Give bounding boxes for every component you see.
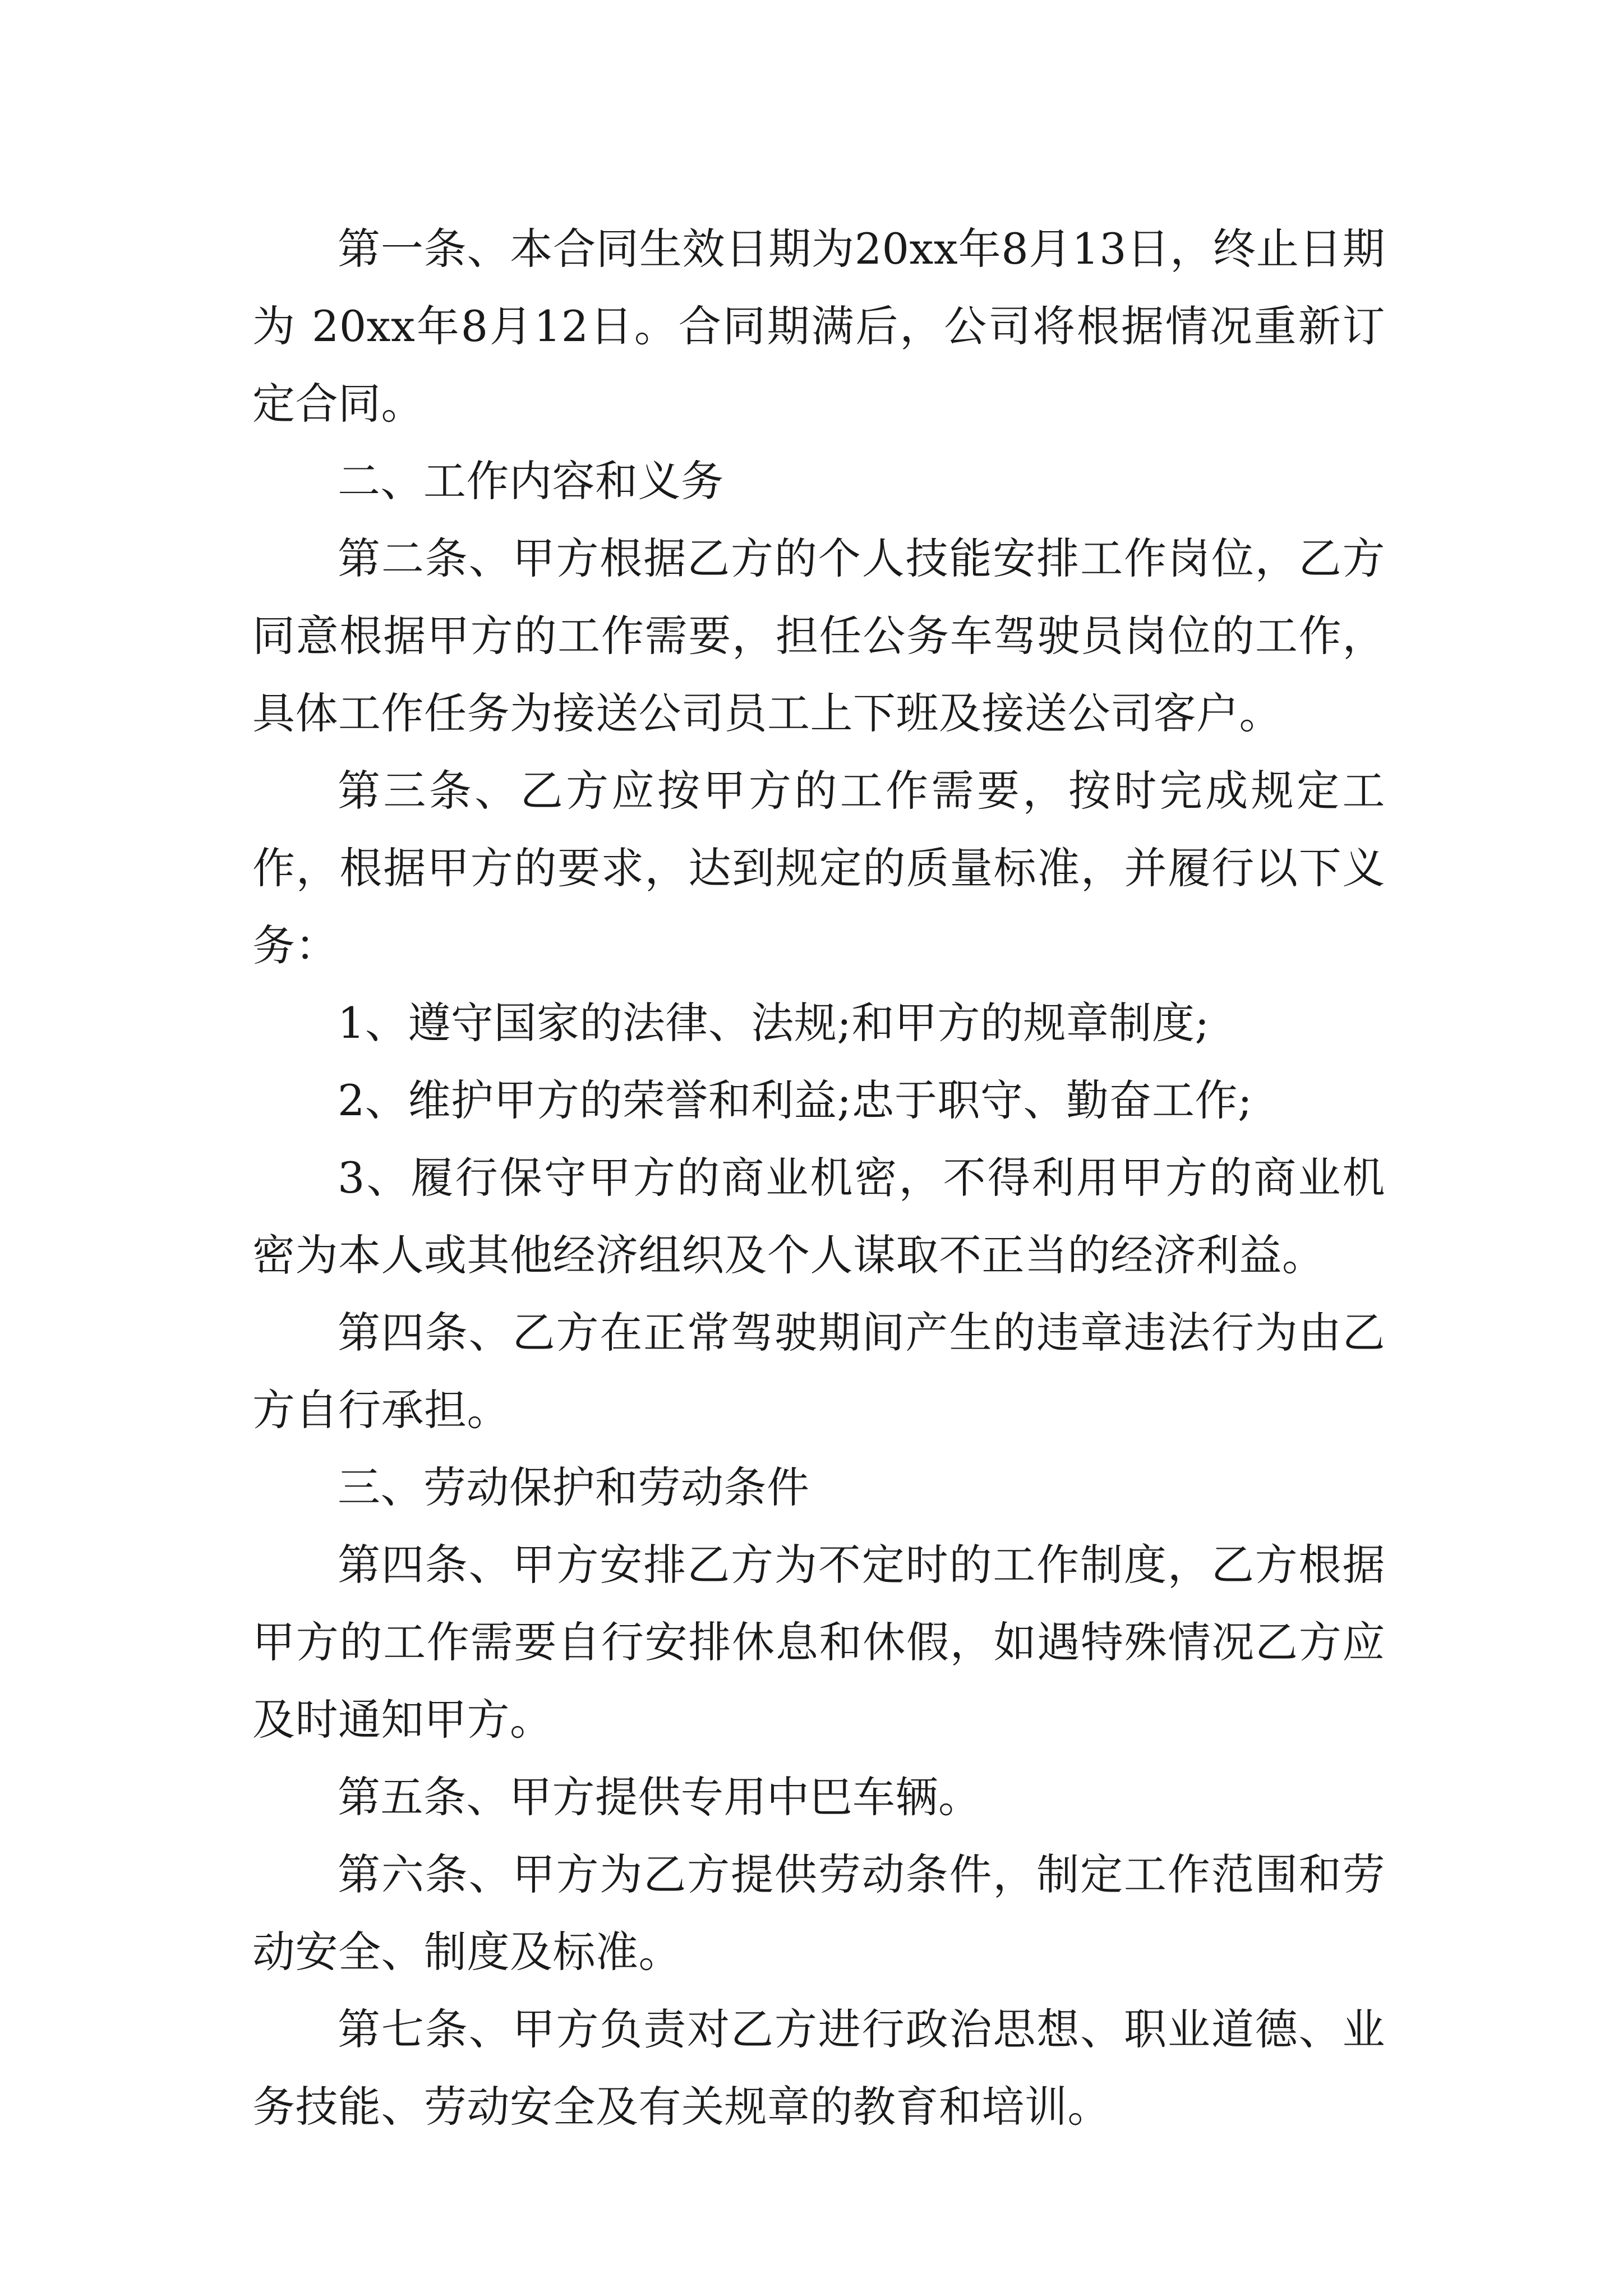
- paragraph-article-2: 第二条、甲方根据乙方的个人技能安排工作岗位，乙方同意根据甲方的工作需要，担任公务车驾驶员岗位的工作，具体工作任务为接送公司员工上下班及接送公司客户。: [252, 533, 1385, 738]
- paragraph-article-4a: 第四条、乙方在正常驾驶期间产生的违章违法行为由乙方自行承担。: [252, 1308, 1385, 1435]
- list-item-duty-3: 3、履行保守甲方的商业机密，不得利用甲方的商业机密为本人或其他经济组织及个人谋取不正当的经济利益。: [252, 1153, 1385, 1280]
- paragraph-article-7: 第七条、甲方负责对乙方进行政治思想、职业道德、业务技能、劳动安全及有关规章的教育和培训。: [252, 2004, 1385, 2132]
- section-heading-3: 三、劳动保护和劳动条件: [338, 1462, 810, 1512]
- paragraph-article-6: 第六条、甲方为乙方提供劳动条件，制定工作范围和劳动安全、制度及标准。: [252, 1849, 1385, 1977]
- paragraph-article-1: 第一条、本合同生效日期为20xx年8月13日，终止日期为 20xx年8月12日。合同期满后，公司将根据情况重新订定合同。: [252, 224, 1385, 429]
- list-item-duty-1: 1、遵守国家的法律、法规;和甲方的规章制度;: [338, 998, 1210, 1048]
- paragraph-article-3: 第三条、乙方应按甲方的工作需要，按时完成规定工作，根据甲方的要求，达到规定的质量标准，并履行以下义务：: [252, 766, 1385, 970]
- list-item-duty-2: 2、维护甲方的荣誉和利益;忠于职守、勤奋工作;: [338, 1075, 1253, 1125]
- paragraph-article-5: 第五条、甲方提供专用中巴车辆。: [338, 1772, 981, 1822]
- paragraph-article-4b: 第四条、甲方安排乙方为不定时的工作制度，乙方根据甲方的工作需要自行安排休息和休假，如遇特殊情况乙方应及时通知甲方。: [252, 1540, 1385, 1745]
- document-body: [252, 210, 1385, 2146]
- section-heading-2: 二、工作内容和义务: [338, 456, 724, 506]
